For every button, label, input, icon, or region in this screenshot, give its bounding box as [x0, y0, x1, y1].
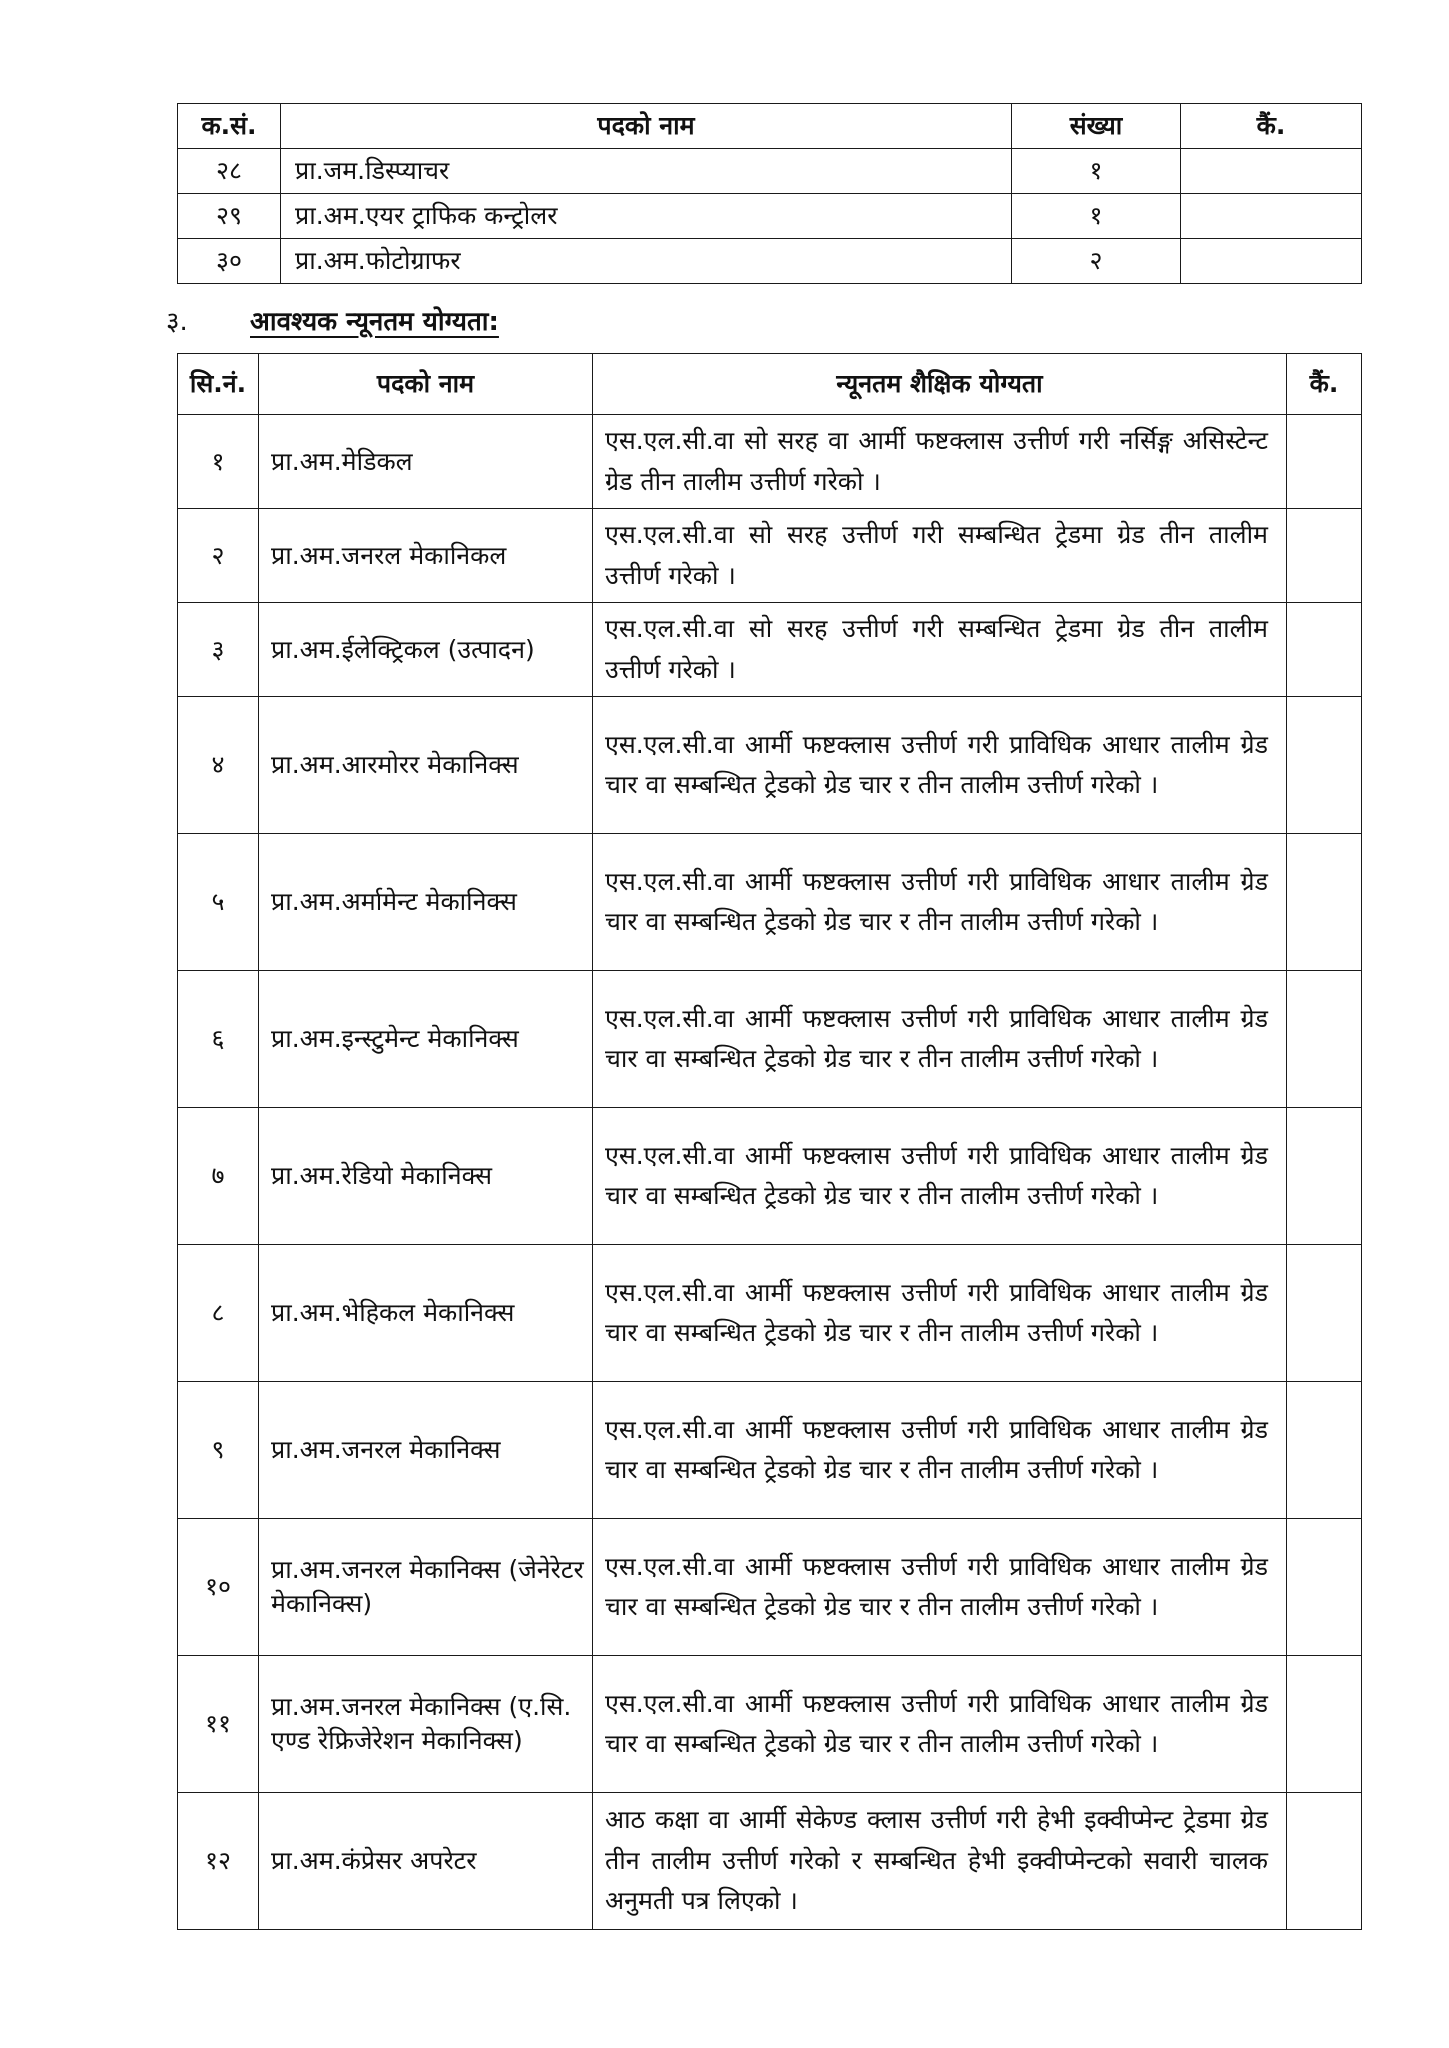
row-post-name: प्रा.जम.डिस्प्याचर — [281, 149, 1012, 194]
row-remarks — [1287, 971, 1362, 1108]
row-remarks — [1287, 1656, 1362, 1793]
header-post-name: पदको नाम — [259, 354, 593, 415]
row-qualification: एस.एल.सी.वा आर्मी फष्टक्लास उत्तीर्ण गरी प्राविधिक आधार तालीम ग्रेड चार वा सम्बन्धित ट्रेडको ग्रेड चार र तीन तालीम उत्तीर्ण गरेको । — [593, 1656, 1287, 1793]
table-row — [178, 834, 1362, 971]
row-remarks — [1181, 194, 1362, 239]
row-post-name: प्रा.अम.जनरल मेकानिक्स — [259, 1382, 593, 1519]
row-remarks — [1287, 603, 1362, 697]
row-remarks — [1287, 1382, 1362, 1519]
row-post-name: प्रा.अम.फोटोग्राफर — [281, 239, 1012, 284]
row-post-name: प्रा.अम.कंप्रेसर अपरेटर — [259, 1793, 593, 1930]
row-post-name: प्रा.अम.ईलेक्ट्रिकल (उत्पादन) — [259, 603, 593, 697]
table-row — [178, 194, 1362, 239]
row-serial-number: ८ — [178, 1245, 259, 1382]
row-remarks — [1287, 697, 1362, 834]
table-header-row — [178, 104, 1362, 149]
row-serial-number: १ — [178, 415, 259, 509]
row-serial-number: ११ — [178, 1656, 259, 1793]
row-serial-number: ७ — [178, 1108, 259, 1245]
row-remarks — [1287, 1108, 1362, 1245]
section-heading — [166, 302, 499, 338]
row-serial-number: ९ — [178, 1382, 259, 1519]
row-post-name: प्रा.अम.जनरल मेकानिकल — [259, 509, 593, 603]
row-remarks — [1287, 415, 1362, 509]
row-post-name: प्रा.अम.मेडिकल — [259, 415, 593, 509]
table-row — [178, 1245, 1362, 1382]
row-post-name: प्रा.अम.आरमोरर मेकानिक्स — [259, 697, 593, 834]
row-qualification: एस.एल.सी.वा आर्मी फष्टक्लास उत्तीर्ण गरी प्राविधिक आधार तालीम ग्रेड चार वा सम्बन्धित ट्रेडको ग्रेड चार र तीन तालीम उत्तीर्ण गरेको । — [593, 971, 1287, 1108]
row-serial-number: ३० — [178, 239, 281, 284]
header-serial-number: सि.नं. — [178, 354, 259, 415]
table-row — [178, 697, 1362, 834]
header-remarks: कैं. — [1287, 354, 1362, 415]
table-row — [178, 1656, 1362, 1793]
row-qualification: एस.एल.सी.वा आर्मी फष्टक्लास उत्तीर्ण गरी प्राविधिक आधार तालीम ग्रेड चार वा सम्बन्धित ट्रेडको ग्रेड चार र तीन तालीम उत्तीर्ण गरेको । — [593, 1245, 1287, 1382]
row-remarks — [1287, 509, 1362, 603]
row-serial-number: ४ — [178, 697, 259, 834]
row-count: २ — [1012, 239, 1181, 284]
table-row — [178, 415, 1362, 509]
header-serial-number: क.सं. — [178, 104, 281, 149]
row-qualification: एस.एल.सी.वा सो सरह उत्तीर्ण गरी सम्बन्धित ट्रेडमा ग्रेड तीन तालीम उत्तीर्ण गरेको । — [593, 603, 1287, 697]
row-remarks — [1287, 1245, 1362, 1382]
row-remarks — [1181, 149, 1362, 194]
row-qualification: एस.एल.सी.वा आर्मी फष्टक्लास उत्तीर्ण गरी प्राविधिक आधार तालीम ग्रेड चार वा सम्बन्धित ट्रेडको ग्रेड चार र तीन तालीम उत्तीर्ण गरेको । — [593, 1519, 1287, 1656]
row-post-name: प्रा.अम.भेहिकल मेकानिक्स — [259, 1245, 593, 1382]
row-serial-number: २९ — [178, 194, 281, 239]
row-remarks — [1287, 834, 1362, 971]
row-qualification: एस.एल.सी.वा आर्मी फष्टक्लास उत्तीर्ण गरी प्राविधिक आधार तालीम ग्रेड चार वा सम्बन्धित ट्रेडको ग्रेड चार र तीन तालीम उत्तीर्ण गरेको । — [593, 697, 1287, 834]
posts-count-table — [177, 103, 1362, 284]
row-qualification: एस.एल.सी.वा सो सरह उत्तीर्ण गरी सम्बन्धित ट्रेडमा ग्रेड तीन तालीम उत्तीर्ण गरेको । — [593, 509, 1287, 603]
section-title: आवश्यक न्यूनतम योग्यता: — [250, 307, 499, 337]
table-row — [178, 1108, 1362, 1245]
header-count: संख्या — [1012, 104, 1181, 149]
table-row — [178, 1382, 1362, 1519]
row-remarks — [1287, 1519, 1362, 1656]
table-row — [178, 239, 1362, 284]
row-serial-number: २८ — [178, 149, 281, 194]
row-serial-number: २ — [178, 509, 259, 603]
row-post-name: प्रा.अम.रेडियो मेकानिक्स — [259, 1108, 593, 1245]
row-serial-number: १० — [178, 1519, 259, 1656]
row-post-name: प्रा.अम.इन्स्टुमेन्ट मेकानिक्स — [259, 971, 593, 1108]
row-count: १ — [1012, 194, 1181, 239]
row-serial-number: १२ — [178, 1793, 259, 1930]
row-qualification: एस.एल.सी.वा आर्मी फष्टक्लास उत्तीर्ण गरी प्राविधिक आधार तालीम ग्रेड चार वा सम्बन्धित ट्रेडको ग्रेड चार र तीन तालीम उत्तीर्ण गरेको । — [593, 834, 1287, 971]
table-row — [178, 603, 1362, 697]
row-serial-number: ६ — [178, 971, 259, 1108]
table-header-row — [178, 354, 1362, 415]
row-qualification: एस.एल.सी.वा सो सरह वा आर्मी फष्टक्लास उत्तीर्ण गरी नर्सिङ्ग असिस्टेन्ट ग्रेड तीन तालीम उत्तीर्ण गरेको । — [593, 415, 1287, 509]
qualification-table — [177, 353, 1362, 1930]
header-remarks: कैं. — [1181, 104, 1362, 149]
row-count: १ — [1012, 149, 1181, 194]
row-post-name: प्रा.अम.जनरल मेकानिक्स (जेनेरेटर मेकानिक्स) — [259, 1519, 593, 1656]
table-row — [178, 971, 1362, 1108]
row-qualification: आठ कक्षा वा आर्मी सेकेण्ड क्लास उत्तीर्ण गरी हेभी इक्वीप्मेन्ट ट्रेडमा ग्रेड तीन तालीम उत्तीर्ण गरेको र सम्बन्धित हेभी इक्वीप्मेन्टको सवारी चालक अनुमती पत्र लिएको । — [593, 1793, 1287, 1930]
table-row — [178, 1793, 1362, 1930]
row-serial-number: ३ — [178, 603, 259, 697]
row-remarks — [1287, 1793, 1362, 1930]
table-row — [178, 509, 1362, 603]
header-qualification: न्यूनतम शैक्षिक योग्यता — [593, 354, 1287, 415]
row-post-name: प्रा.अम.जनरल मेकानिक्स (ए.सि. एण्ड रेफ्रिजेरेशन मेकानिक्स) — [259, 1656, 593, 1793]
row-post-name: प्रा.अम.एयर ट्राफिक कन्ट्रोलर — [281, 194, 1012, 239]
table-row — [178, 1519, 1362, 1656]
row-serial-number: ५ — [178, 834, 259, 971]
row-qualification: एस.एल.सी.वा आर्मी फष्टक्लास उत्तीर्ण गरी प्राविधिक आधार तालीम ग्रेड चार वा सम्बन्धित ट्रेडको ग्रेड चार र तीन तालीम उत्तीर्ण गरेको । — [593, 1382, 1287, 1519]
table-row — [178, 149, 1362, 194]
row-remarks — [1181, 239, 1362, 284]
row-post-name: प्रा.अम.अर्मामेन्ट मेकानिक्स — [259, 834, 593, 971]
row-qualification: एस.एल.सी.वा आर्मी फष्टक्लास उत्तीर्ण गरी प्राविधिक आधार तालीम ग्रेड चार वा सम्बन्धित ट्रेडको ग्रेड चार र तीन तालीम उत्तीर्ण गरेको । — [593, 1108, 1287, 1245]
header-post-name: पदको नाम — [281, 104, 1012, 149]
section-number: ३. — [166, 307, 188, 337]
